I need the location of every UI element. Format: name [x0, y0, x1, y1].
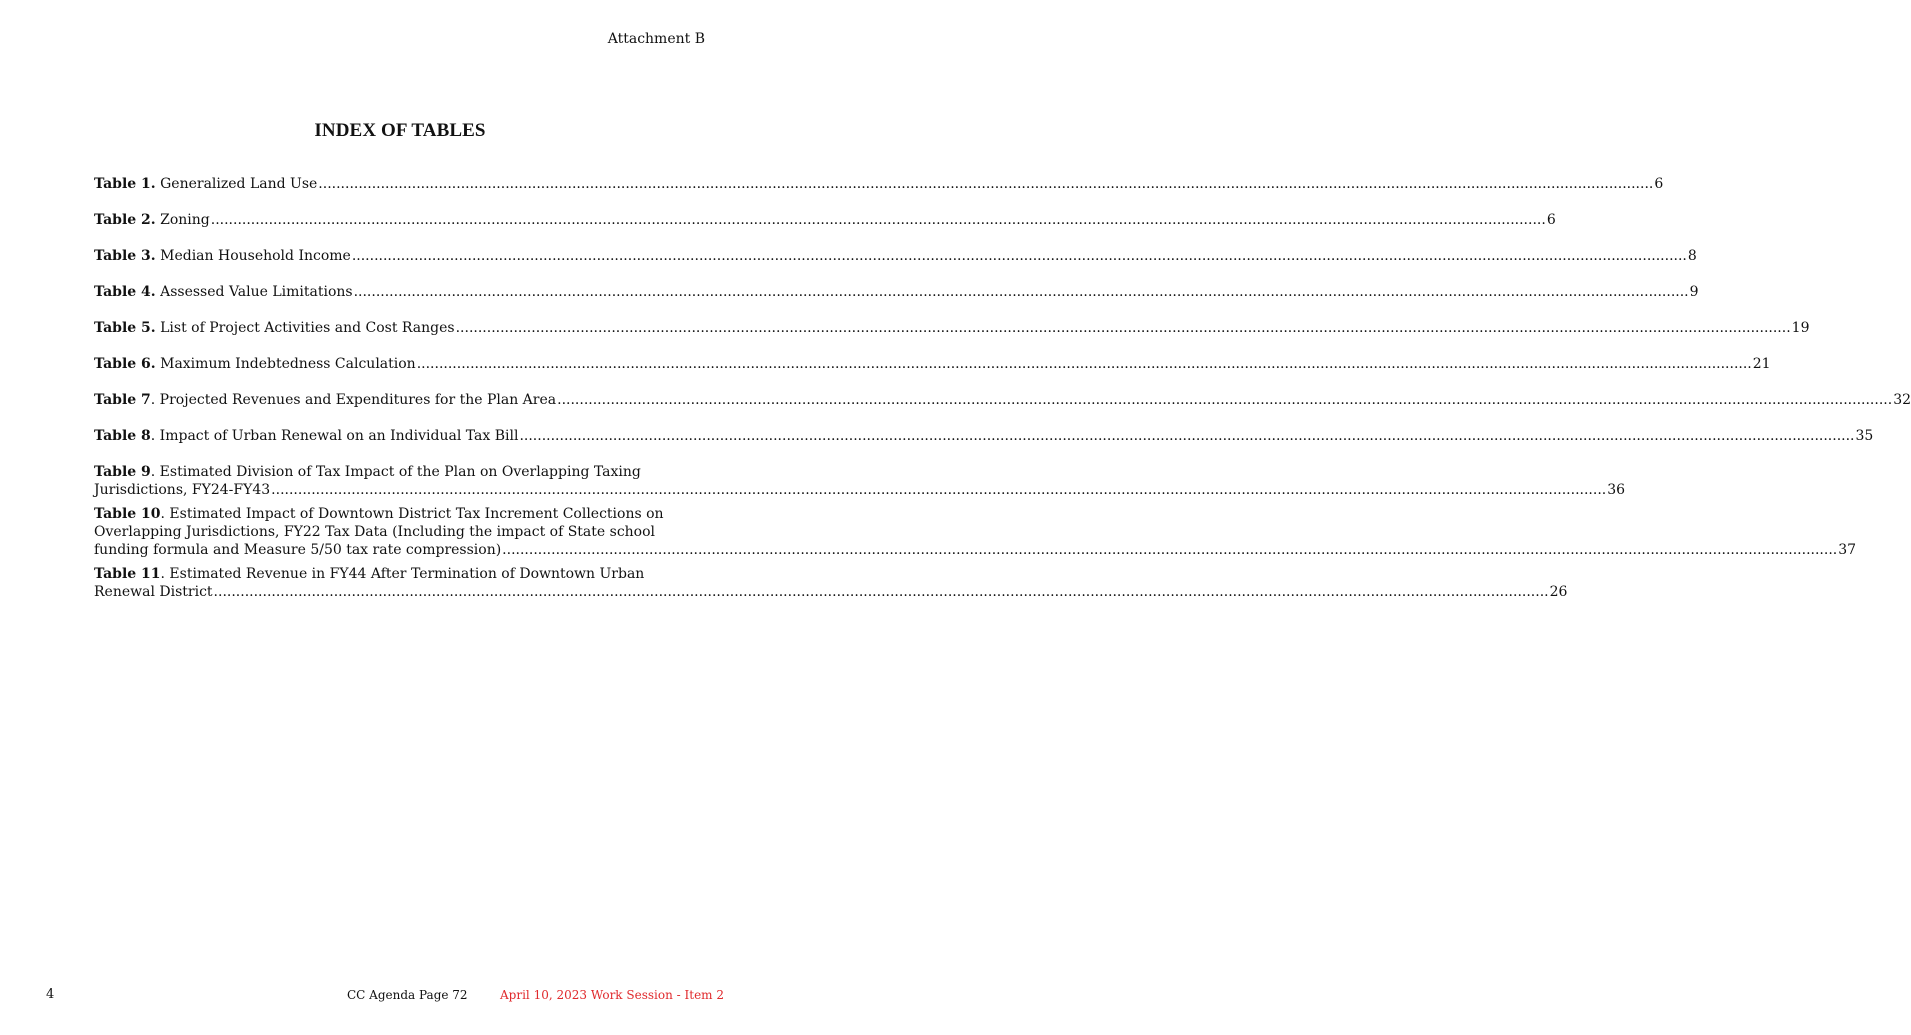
toc-page-number: 9 [1689, 284, 1699, 300]
toc-title-continued: funding formula and Measure 5/50 tax rate compression) [94, 542, 502, 558]
toc-entry-table-8[interactable] [94, 427, 1874, 445]
leader-dots: ............................................................................................................................................................................................................................................................................................................ [416, 356, 1752, 372]
toc-page-number: 8 [1687, 248, 1697, 264]
toc-page-number: 36 [1607, 482, 1626, 498]
toc-title: . Projected Revenues and Expenditures for the Plan Area [150, 392, 557, 408]
attachment-label: Attachment B [607, 31, 705, 47]
toc-title-continued: Jurisdictions, FY24-FY43 [94, 482, 271, 498]
toc-label: Table 11 [94, 566, 161, 582]
toc-title: . Estimated Division of Tax Impact of the Plan on Overlapping Taxing [150, 464, 641, 480]
toc-page-number: 37 [1838, 542, 1857, 558]
toc-title: List of Project Activities and Cost Ranges [160, 320, 455, 336]
toc-page-number: 6 [1654, 176, 1664, 192]
toc-entry-table-9[interactable] [94, 463, 1626, 499]
toc-label: Table 7 [94, 392, 151, 408]
toc-label: Table 6. [94, 356, 156, 372]
toc-entry-table-11[interactable] [94, 565, 1568, 601]
toc-title: . Impact of Urban Renewal on an Individual Tax Bill [150, 428, 519, 444]
toc-label: Table 3. [94, 248, 156, 264]
page-title: INDEX OF TABLES [314, 120, 486, 141]
toc-entry-table-4[interactable] [94, 283, 1699, 301]
toc-label: Table 10 [94, 506, 161, 522]
toc-page-number: 26 [1549, 584, 1568, 600]
toc-page-number: 35 [1855, 428, 1874, 444]
toc-entry-table-1[interactable] [94, 175, 1664, 193]
toc-label: Table 2. [94, 212, 156, 228]
toc-entry-table-7[interactable] [94, 391, 1911, 409]
page-footer [0, 987, 800, 1007]
toc-title: Median Household Income [160, 248, 351, 264]
toc-label: Table 4. [94, 284, 156, 300]
toc-title: Maximum Indebtedness Calculation [160, 356, 416, 372]
toc-page-number: 21 [1752, 356, 1771, 372]
toc-page-number: 19 [1791, 320, 1810, 336]
toc-title-continued: Renewal District [94, 584, 213, 600]
leader-dots: ............................................................................................................................................................................................................................................................................................................ [318, 176, 1654, 192]
toc-entry-table-5[interactable] [94, 319, 1810, 337]
work-session-label: April 10, 2023 Work Session - Item 2 [500, 988, 724, 1002]
leader-dots: ............................................................................................................................................................................................................................................................................................................ [502, 542, 1838, 558]
leader-dots: ............................................................................................................................................................................................................................................................................................................ [353, 284, 1689, 300]
leader-dots: ............................................................................................................................................................................................................................................................................................................ [213, 584, 1549, 600]
leader-dots: ............................................................................................................................................................................................................................................................................................................ [271, 482, 1607, 498]
leader-dots: ............................................................................................................................................................................................................................................................................................................ [557, 392, 1893, 408]
toc-title: Assessed Value Limitations [160, 284, 353, 300]
toc-entry-table-10[interactable] [94, 505, 1857, 559]
toc-label: Table 1. [94, 176, 156, 192]
toc-page-number: 6 [1546, 212, 1556, 228]
toc-page-number: 32 [1893, 392, 1911, 408]
toc-label: Table 5. [94, 320, 156, 336]
agenda-page-label: CC Agenda Page 72 [347, 988, 468, 1002]
toc-label: Table 9 [94, 464, 151, 480]
toc-title-continued: Overlapping Jurisdictions, FY22 Tax Data (Including the impact of State school [94, 524, 656, 540]
leader-dots: ............................................................................................................................................................................................................................................................................................................ [519, 428, 1855, 444]
toc-entry-table-6[interactable] [94, 355, 1771, 373]
toc-entry-table-2[interactable] [94, 211, 1556, 229]
table-index-list [94, 175, 1911, 601]
leader-dots: ............................................................................................................................................................................................................................................................................................................ [210, 212, 1546, 228]
page-number: 4 [46, 987, 55, 1002]
toc-entry-table-3[interactable] [94, 247, 1697, 265]
leader-dots: ............................................................................................................................................................................................................................................................................................................ [455, 320, 1791, 336]
leader-dots: ............................................................................................................................................................................................................................................................................................................ [351, 248, 1687, 264]
toc-title: . Estimated Impact of Downtown District Tax Increment Collections on [160, 506, 664, 522]
toc-label: Table 8 [94, 428, 151, 444]
toc-title: Generalized Land Use [160, 176, 318, 192]
toc-title: Zoning [160, 212, 210, 228]
toc-title: . Estimated Revenue in FY44 After Termination of Downtown Urban [160, 566, 645, 582]
